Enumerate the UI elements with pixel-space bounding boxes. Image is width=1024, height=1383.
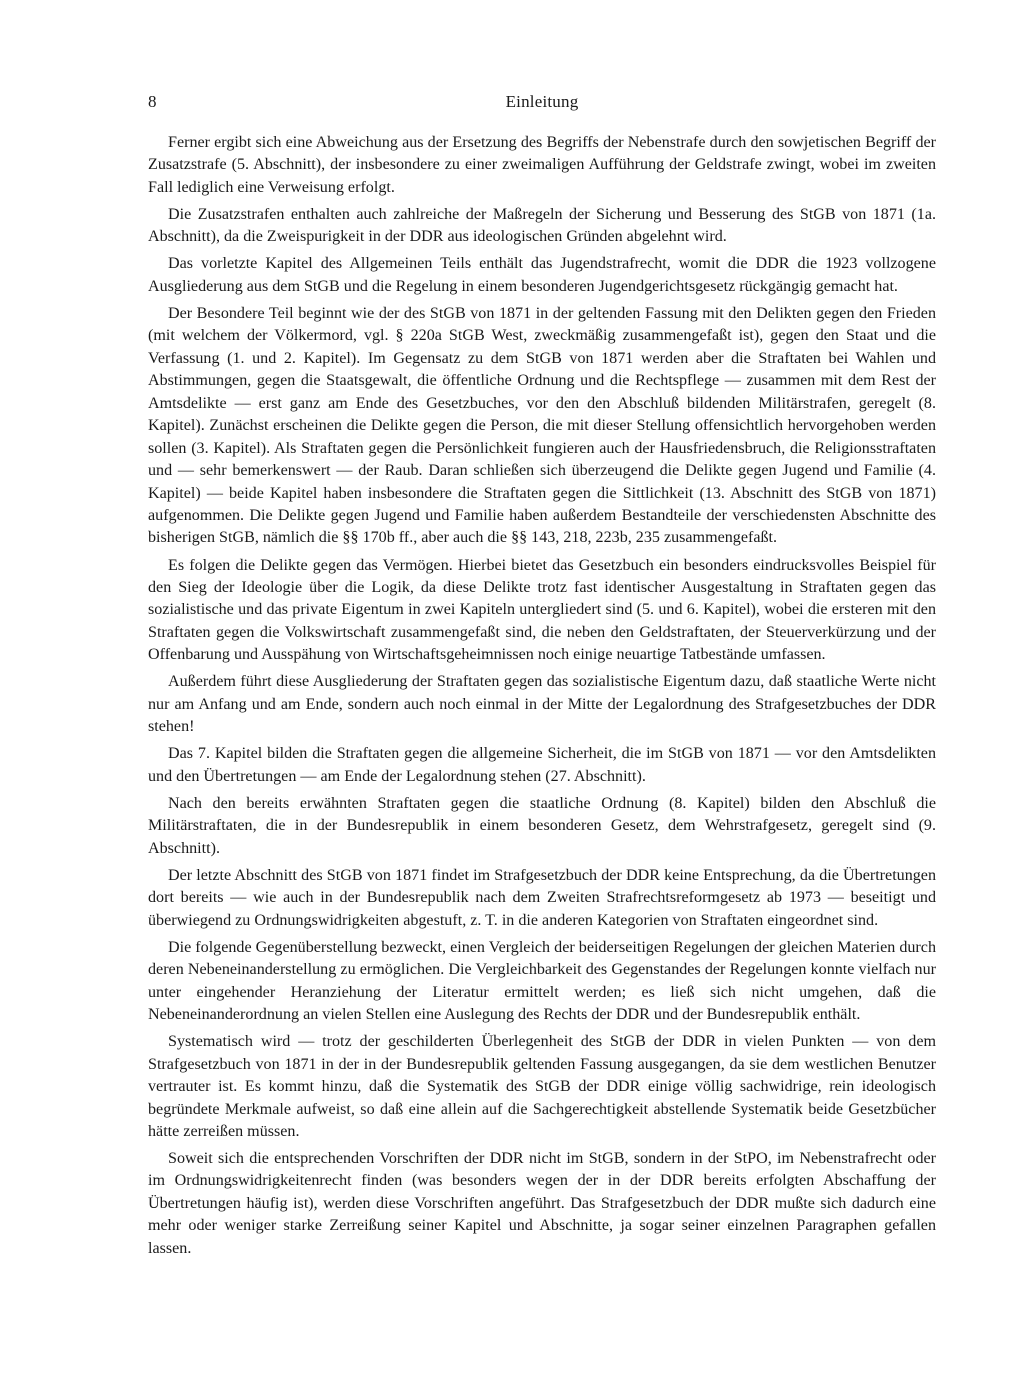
paragraph-4: Der Besondere Teil beginnt wie der des StGB von 1871 in der geltenden Fassung mit den Delikten gegen den Frieden (mit welchem der Völkermord, vgl. § 220a StGB West, zweckmäßig zusammengefaßt ist), gegen den Staat und die Verfassung (1. und 2. Kapitel). Im Gegensatz zu dem StGB von 1871 werden aber die Straftaten bei Wahlen und Abstimmungen, gegen die Staatsgewalt, die öffentliche Ordnung und die Rechtspflege — zusammen mit dem Rest der Amtsdelikte — erst ganz am Ende des Gesetzbuches, vor den den Abschluß bildenden Militärstrafen, geregelt (8. Kapitel). Zunächst erscheinen die Delikte gegen die Person, die mit dieser Stellung offensichtlich hervorgehoben werden sollen (3. Kapitel). Als Straftaten gegen die Persönlichkeit fungieren auch der Hausfriedensbruch, die Religionsstraftaten und — sehr bemerkenswert — der Raub. Daran schließen sich überzeugend die Delikte gegen Jugend und Familie (4. Kapitel) — beide Kapitel haben insbesondere die Straftaten gegen die Sittlichkeit (13. Abschnitt des StGB von 1871) aufgenommen. Die Delikte gegen Jugend und Familie haben außerdem Bestandteile der verschiedensten Abschnitte des bisherigen StGB, nämlich die §§ 170b ff., aber auch die §§ 143, 218, 223b, 235 zusammengefaßt. bbox=[148, 304, 936, 547]
page-number: 8 bbox=[148, 92, 157, 111]
paragraph-10: Die folgende Gegenüberstellung bezweckt, einen Vergleich der beiderseitigen Regelungen der gleichen Materien durch deren Nebeneinanderstellung zu ermöglichen. Die Vergleichbarkeit des Gegenstandes der Regelungen konnte vielfach nur unter eingehender Heranziehung der Literatur ermittelt werden; es ließ sich nicht umgehen, daß die Nebeneinanderordnung an vielen Stellen eine Auslegung des Rechts der DDR und der Bundesrepublik enthält. bbox=[148, 938, 936, 1024]
paragraph-7: Das 7. Kapitel bilden die Straftaten gegen die allgemeine Sicherheit, die im StGB von 1871 — vor den Amtsdelikten und den Übertretungen — am Ende der Legalordnung stehen (27. Abschnitt). bbox=[148, 745, 936, 785]
paragraph-1: Ferner ergibt sich eine Abweichung aus der Ersetzung des Begriffs der Nebenstrafe durch den sowjetischen Begriff der Zusatzstrafe (5. Abschnitt), der insbesondere zu einer zweimaligen Aufführung der Geldstrafe zwingt, wobei im zweiten Fall lediglich eine Verweisung erfolgt. bbox=[148, 134, 936, 196]
paragraph-9: Der letzte Abschnitt des StGB von 1871 findet im Strafgesetzbuch der DDR keine Entsprechung, da die Übertretungen dort bereits — wie auch in der Bundesrepublik nach dem Zweiten Strafrechtsreformgesetz ab 1973 — beseitigt und überwiegend zu Ordnungswidrigkeiten abgestuft, z. T. in die anderen Kategorien von Straftaten eingeordnet sind. bbox=[148, 866, 936, 929]
paragraph-12: Soweit sich die entsprechenden Vorschriften der DDR nicht im StGB, sondern in der StPO, im Nebenstrafrecht oder im Ordnungswidrigkeitenrecht finden (was besonders wegen der in der DDR bereits erfolgten Abschaffung der Übertretungen häufig ist), werden diese Vorschriften angeführt. Das Strafgesetzbuch der DDR mußte sich dadurch eine mehr oder weniger starke Zerreißung seiner Kapitel und Abschnitte, ja sogar seiner einzelnen Paragraphen gefallen lassen. bbox=[148, 1150, 936, 1257]
paragraph-11: Systematisch wird — trotz der geschilderten Überlegenheit des StGB der DDR in vielen Punkten — von dem Strafgesetzbuch von 1871 in der in der Bundesrepublik geltenden Fassung ausgegangen, da sie dem westlichen Benutzer vertrauter ist. Es kommt hinzu, daß die Systematik des StGB der DDR einige völlig sachwidrige, rein ideologisch begründete Merkmale aufweist, so daß eine allein auf die Sachgerechtigkeit abstellende Systematik beide Gesetzbücher hätte zerreißen müssen. bbox=[148, 1033, 936, 1140]
paragraph-2: Die Zusatzstrafen enthalten auch zahlreiche der Maßregeln der Sicherung und Besserung des StGB von 1871 (1a. Abschnitt), da die Zweispurigkeit in der DDR aus ideologischen Gründen abgelehnt wird. bbox=[148, 205, 936, 246]
paragraph-6: Außerdem führt diese Ausgliederung der Straftaten gegen das sozialistische Eigentum dazu, daß staatliche Werte nicht nur am Anfang und am Ende, sondern auch noch einmal in der Mitte der Legalordnung des Strafgesetzbuches der DDR stehen! bbox=[148, 673, 936, 736]
paragraph-5: Es folgen die Delikte gegen das Vermögen. Hierbei bietet das Gesetzbuch ein besonders eindrucksvolles Beispiel für den Sieg der Ideologie über die Logik, da diese Delikte trotz fast identischer Ausgestaltung in Straftaten gegen das sozialistische und das private Eigentum in zwei Kapiteln untergliedert sind (5. und 6. Kapitel), wobei die ersteren mit den Straftaten gegen die Volkswirtschaft zusammengefaßt sind, die neben den Geldstraftaten, der Steuerverkürzung und der Offenbarung und Ausspähung von Wirtschaftsgeheimnissen noch einige neuartige Tatbestände umfassen. bbox=[148, 556, 936, 664]
body-text bbox=[148, 132, 936, 1265]
running-head-title: Einleitung bbox=[505, 92, 579, 111]
paragraph-8: Nach den bereits erwähnten Straftaten gegen die staatliche Ordnung (8. Kapitel) bilden den Abschluß die Militärstraftaten, die in der Bundesrepublik in einem besonderen Gesetz, dem Wehrstrafgesetz, geregelt sind (9. Abschnitt). bbox=[148, 794, 936, 857]
paragraph-3: Das vorletzte Kapitel des Allgemeinen Teils enthält das Jugendstrafrecht, womit die DDR die 1923 vollzogene Ausgliederung aus dem StGB und die Regelung in einem besonderen Jugendgerichtsgesetz rückgängig gemacht hat. bbox=[148, 255, 936, 295]
